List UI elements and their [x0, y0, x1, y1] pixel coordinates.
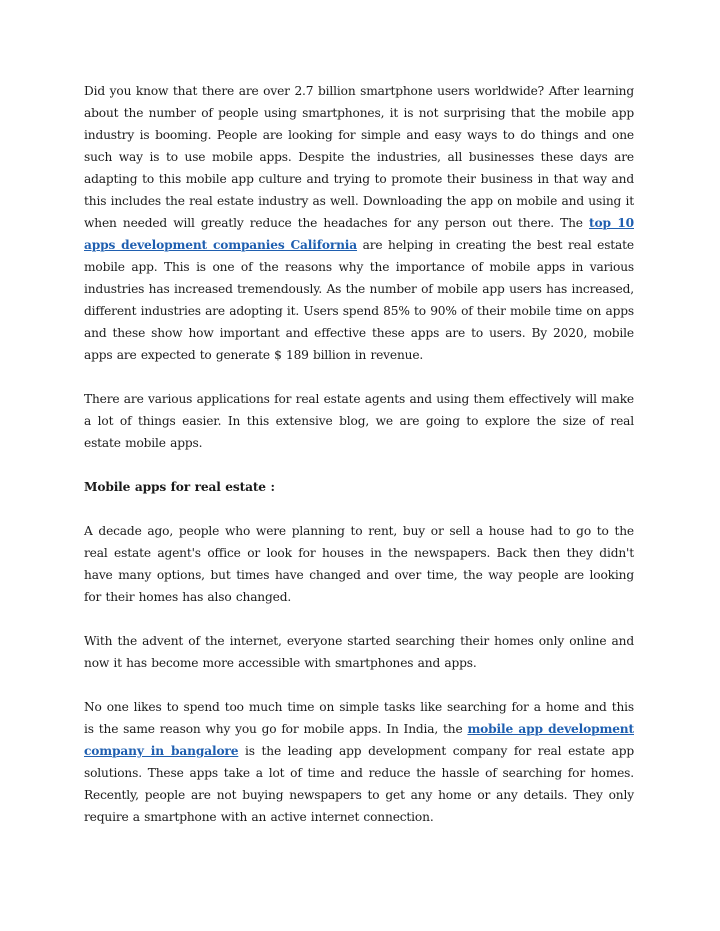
paragraph-applications: There are various applications for real estate agents and using them effectively will make a lot of things easier. In this extensive blog, we are going to explore the size of real estate mobile apps.	[84, 392, 634, 450]
paragraph-decade-ago: A decade ago, people who were planning to rent, buy or sell a house had to go to the real estate agent's office or look for houses in the newspapers. Back then they didn't have many options, but times have changed and over time, the way people are looking for their homes has also changed.	[84, 524, 634, 604]
link-top-10-apps-development-companies[interactable]: top 10 apps development companies California	[84, 216, 634, 252]
paragraph-internet: With the advent of the internet, everyone started searching their homes only online and now it has become more accessible with smartphones and apps.	[84, 634, 634, 670]
document-page	[84, 80, 634, 828]
paragraph-no-one-likes	[84, 696, 634, 828]
paragraph-intro-text-2: are helping in creating the best real estate mobile app. This is one of the reasons why the importance of mobile apps in various industries has increased tremendously. As the number of mobile app users has increased, different industries are adopting it. Users spend 85% to 90% of their mobile time on apps and these show how important and effective these apps are to users. By 2020, mobile apps are expected to generate $ 189 billion in revenue.	[84, 238, 634, 362]
paragraph-intro-text-1: Did you know that there are over 2.7 billion smartphone users worldwide? After learning about the number of people using smartphones, it is not surprising that the mobile app industry is booming. People are looking for simple and easy ways to do things and one such way is to use mobile apps. Despite the industries, all businesses these days are adapting to this mobile app culture and trying to promote their business in that way and this includes the real estate industry as well. Downloading the app on mobile and using it when needed will greatly reduce the headaches for any person out there. The	[84, 84, 634, 230]
link-mobile-app-development-company-bangalore[interactable]: mobile app development company in bangalore	[84, 722, 634, 758]
section-heading: Mobile apps for real estate :	[84, 480, 275, 494]
paragraph-no-one-likes-text-2: is the leading app development company for real estate app solutions. These apps take a lot of time and reduce the hassle of searching for homes. Recently, people are not buying newspapers to get any home or any details. They only require a smartphone with an active internet connection.	[84, 744, 634, 824]
paragraph-intro	[84, 80, 634, 366]
paragraph-no-one-likes-text-1: No one likes to spend too much time on simple tasks like searching for a home and this is the same reason why you go for mobile apps. In India, the	[84, 700, 634, 736]
